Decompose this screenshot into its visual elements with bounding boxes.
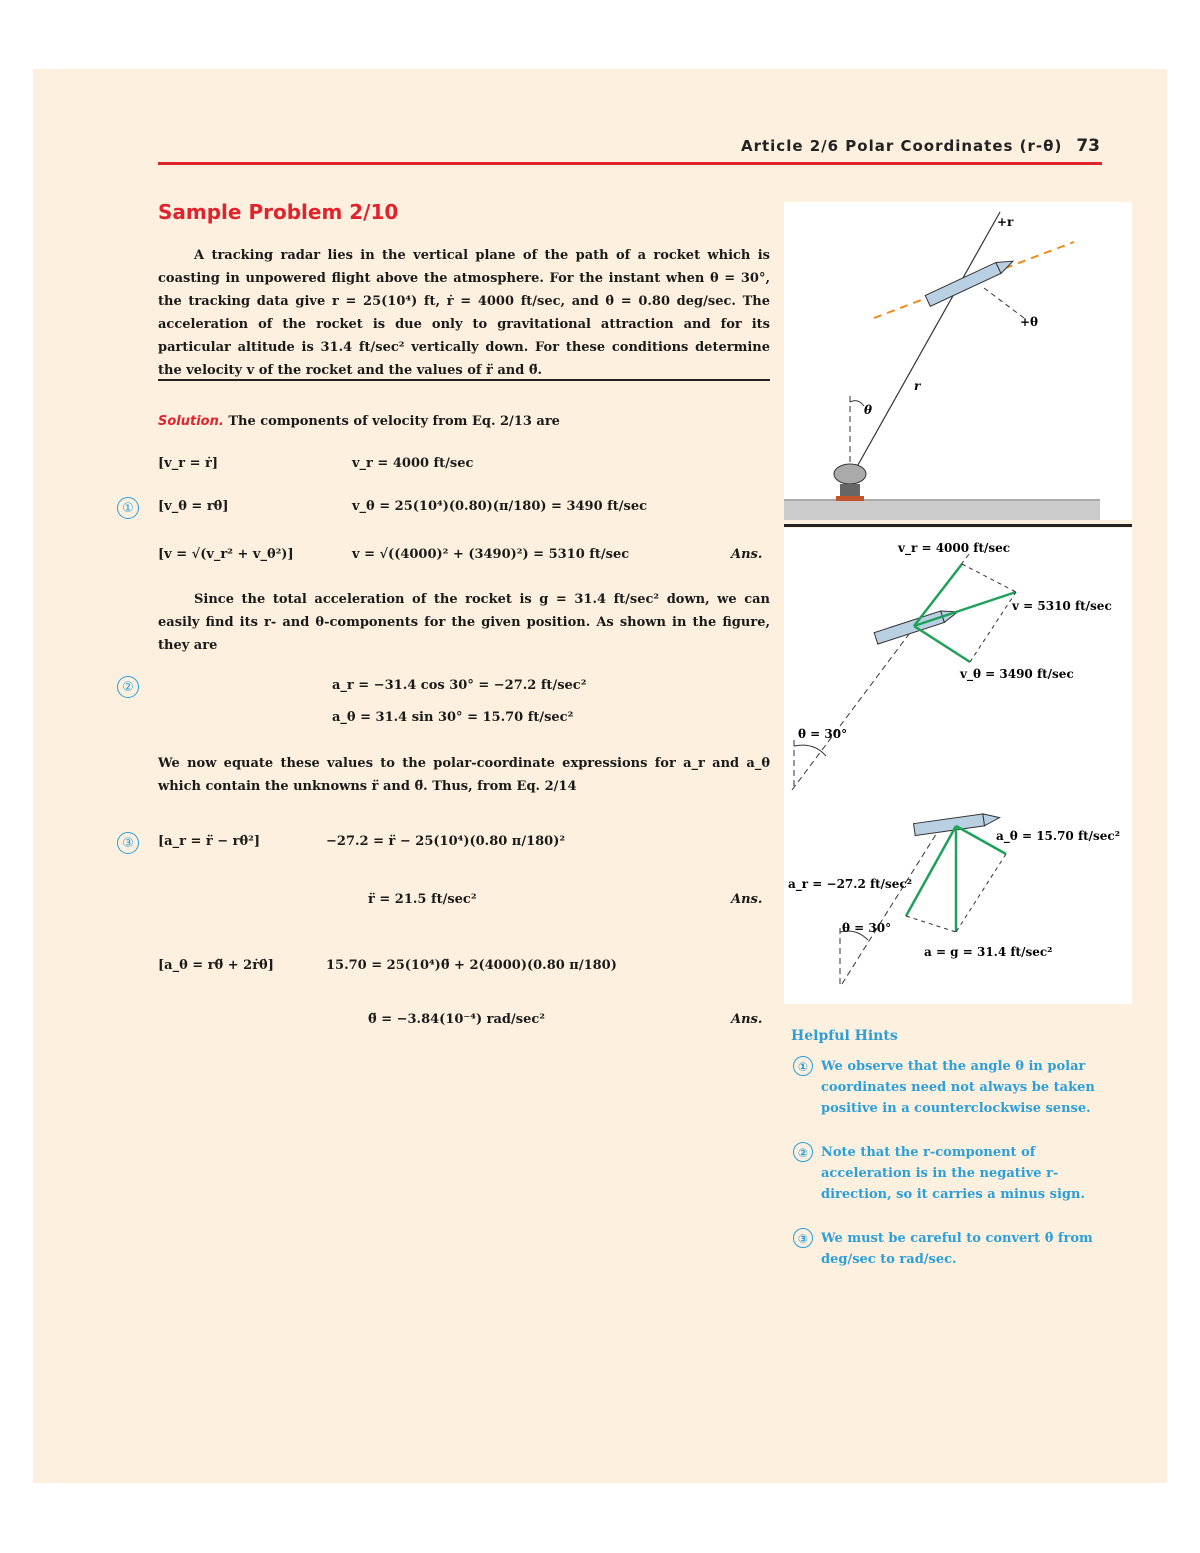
- r-label: r: [914, 379, 921, 393]
- vtheta-label: v_θ = 3490 ft/sec: [960, 667, 1074, 681]
- figure-divider: [784, 524, 1132, 527]
- marker-2: ②: [117, 676, 139, 698]
- answer-marker-3: Ans.: [731, 1012, 763, 1027]
- figure-radar-svg: [784, 202, 1132, 520]
- solution-intro-line: [158, 410, 770, 433]
- problem-statement: A tracking radar lies in the vertical plane of the path of a rocket which is coasting in unpowered flight above the atmosphere. For the instant when θ = 30°, the tracking data give r = 25(10⁴) ft, ṙ = 4000 ft/sec, and θ̇ = 0.80 deg/sec. The acceleration of the rocket is due only to gravitational attraction and for its particular altitude is 31.4 ft/sec² vertically down. For these conditions determine the velocity v of the rocket and the values of r̈ and θ̈.: [158, 248, 770, 378]
- eq1-label: [v_r = ṙ]: [158, 456, 218, 471]
- article-title: Article 2/6 Polar Coordinates (r-θ): [740, 137, 1063, 155]
- figure-components-svg: [784, 528, 1132, 1004]
- hint-3-marker: ③: [793, 1228, 813, 1248]
- eq1: v_r = 4000 ft/sec: [352, 456, 474, 471]
- eq3-label: [v = √(v_r² + v_θ²)]: [158, 547, 294, 562]
- paragraph-2: Since the total acceleration of the rocket is g = 31.4 ft/sec² down, we can easily find its r- and θ-components for the given position. As shown in the figure, they are: [158, 592, 770, 653]
- eq2-label: [v_θ = rθ̇]: [158, 499, 229, 514]
- sample-problem-title: Sample Problem 2/10: [158, 200, 399, 224]
- answer-marker-2: Ans.: [731, 892, 763, 907]
- rocket-icon: [925, 256, 1015, 307]
- page-number: 73: [1076, 136, 1100, 156]
- hint-1: [793, 1056, 1113, 1119]
- eq2: v_θ = 25(10⁴)(0.80)(π/180) = 3490 ft/sec: [352, 499, 648, 514]
- eq6-label: [a_r = r̈ − rθ̇²]: [158, 834, 261, 849]
- hint-2-marker: ②: [793, 1142, 813, 1162]
- theta-label: θ: [864, 403, 873, 417]
- hint-1-text: We observe that the angle θ in polar coordinates need not always be taken positive in a counterclockwise sense.: [821, 1059, 1095, 1116]
- problem-divider: [158, 379, 770, 381]
- acceleration-angle-label: θ = 30°: [842, 921, 892, 935]
- plus-r-label: +r: [997, 215, 1014, 229]
- vtheta-vector: [914, 626, 970, 662]
- answer-marker-1: Ans.: [731, 547, 763, 562]
- eq8-label: [a_θ = rθ̈ + 2ṙθ̇]: [158, 958, 274, 973]
- header-rule: [158, 162, 1102, 165]
- a-label: a = g = 31.4 ft/sec²: [924, 945, 1053, 959]
- solution-intro: The components of velocity from Eq. 2/13 are: [228, 414, 560, 429]
- figure-components: [784, 528, 1132, 1004]
- eq6: −27.2 = r̈ − 25(10⁴)(0.80 π/180)²: [326, 834, 566, 849]
- running-header: [741, 136, 1100, 156]
- figure-radar: [784, 202, 1132, 520]
- hint-3-text: We must be careful to convert θ̇ from deg/sec to rad/sec.: [821, 1231, 1093, 1267]
- marker-1: ①: [117, 497, 139, 519]
- eq4: a_r = −31.4 cos 30° = −27.2 ft/sec²: [332, 678, 587, 693]
- hint-2: [793, 1142, 1113, 1205]
- v-vector: [914, 592, 1016, 626]
- eq3: v = √((4000)² + (3490)²) = 5310 ft/sec: [352, 547, 630, 562]
- eq8: 15.70 = 25(10⁴)θ̈ + 2(4000)(0.80 π/180): [326, 958, 617, 973]
- ar-label: a_r = −27.2 ft/sec²: [788, 877, 913, 891]
- paragraph-3: We now equate these values to the polar-coordinate expressions for a_r and a_θ which contain the unknowns r̈ and θ̈. Thus, from Eq. 2/14: [158, 756, 770, 794]
- eq7: r̈ = 21.5 ft/sec²: [368, 892, 477, 907]
- vr-label: v_r = 4000 ft/sec: [898, 541, 1011, 555]
- r-line: [854, 212, 1000, 472]
- hint-1-marker: ①: [793, 1056, 813, 1076]
- marker-3: ③: [117, 832, 139, 854]
- radar-dish-icon: [834, 464, 866, 501]
- plus-theta-label: +θ: [1020, 315, 1039, 329]
- hints-title: Helpful Hints: [791, 1028, 898, 1044]
- eq9: θ̈ = −3.84(10⁻⁴) rad/sec²: [368, 1012, 545, 1027]
- solution-label: Solution.: [158, 414, 224, 429]
- velocity-angle-label: θ = 30°: [798, 727, 848, 741]
- atheta-label: a_θ = 15.70 ft/sec²: [996, 829, 1120, 843]
- v-label: v = 5310 ft/sec: [1012, 599, 1112, 613]
- eq5: a_θ = 31.4 sin 30° = 15.70 ft/sec²: [332, 710, 574, 725]
- hint-3: [793, 1228, 1113, 1270]
- hint-2-text: Note that the r-component of acceleration is in the negative r-direction, so it carries a minus sign.: [821, 1145, 1085, 1202]
